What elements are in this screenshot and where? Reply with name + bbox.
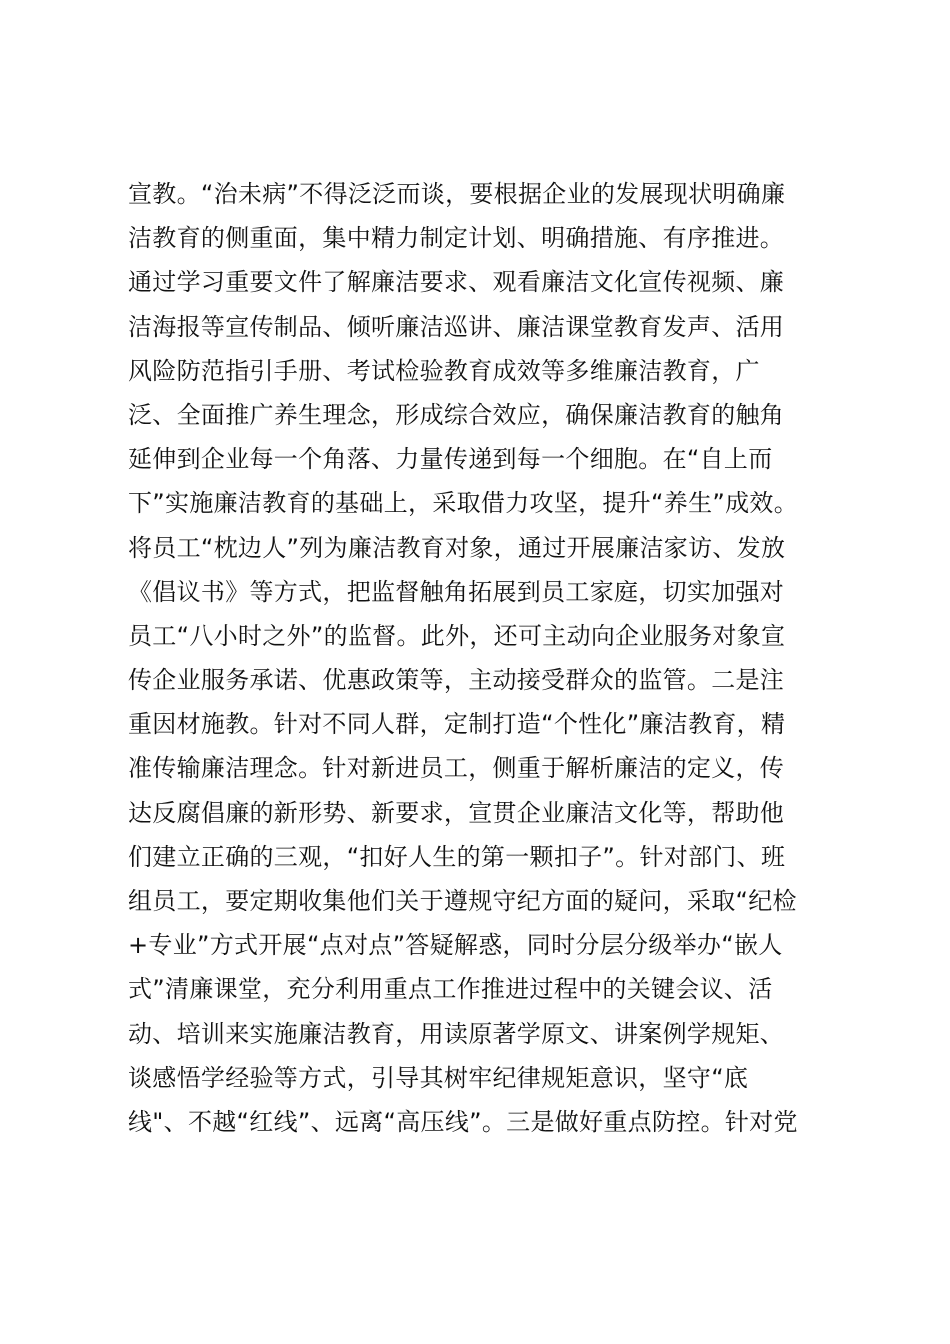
- text-line: 将员工“枕边人”列为廉洁教育对象，通过开展廉洁家访、发放: [128, 533, 786, 562]
- text-line: 式”清廉课堂，充分利用重点工作推进过程中的关键会议、活: [128, 975, 773, 1004]
- body-paragraph: [128, 172, 848, 1144]
- text-line: 达反腐倡廉的新形势、新要求，宣贯企业廉洁文化等，帮助他: [128, 798, 785, 827]
- text-line: 员工“八小时之外”的监督。此外，还可主动向企业服务对象宣: [128, 621, 786, 650]
- text-line: 洁教育的侧重面，集中精力制定计划、明确措施、有序推进。: [128, 224, 785, 253]
- text-line: 动、培训来实施廉洁教育，用读原著学原文、讲案例学规矩、: [128, 1019, 785, 1048]
- text-line: +专业”方式开展“点对点”答疑解惑，同时分层分级举办“嵌人: [128, 931, 783, 960]
- text-line: 泛、全面推广养生理念，形成综合效应，确保廉洁教育的触角: [128, 400, 785, 429]
- text-line: 传企业服务承诺、优惠政策等，主动接受群众的监管。二是注: [128, 666, 785, 695]
- text-line: 重因材施教。针对不同人群，定制打造“个性化”廉洁教育，精: [128, 710, 786, 739]
- text-line: 洁海报等宣传制品、倾听廉洁巡讲、廉洁课堂教育发声、活用: [128, 312, 785, 341]
- text-line: 《倡议书》等方式，把监督触角拓展到员工家庭，切实加强对: [128, 577, 785, 606]
- text-line: 组员工，要定期收集他们关于遵规守纪方面的疑问，采取“纪检: [128, 887, 797, 915]
- text-line: 下”实施廉洁教育的基础上，采取借力攻坚，提升“养生”成效。: [128, 489, 798, 518]
- text-line: 谈感悟学经验等方式，引导其树牢纪律规矩意识，坚守“底: [128, 1063, 749, 1092]
- text-line: 延伸到企业每一个角落、力量传递到每一个细胞。在“自上而: [128, 445, 773, 474]
- text-line: 线"、不越“红线”、远离“高压线”。三是做好重点防控。针对党: [128, 1107, 798, 1136]
- text-line: 准传输廉洁理念。针对新进员工，侧重于解析廉洁的定义，传: [128, 754, 785, 783]
- text-line: 们建立正确的三观，“扣好人生的第一颗扣子”。针对部门、班: [128, 842, 786, 871]
- text-line: 通过学习重要文件了解廉洁要求、观看廉洁文化宣传视频、廉: [128, 268, 785, 297]
- text-line: 风险防范指引手册、考试检验教育成效等多维廉洁教育，广: [128, 356, 760, 385]
- text-line: 宣教。“治未病”不得泛泛而谈，要根据企业的发展现状明确廉: [128, 180, 786, 208]
